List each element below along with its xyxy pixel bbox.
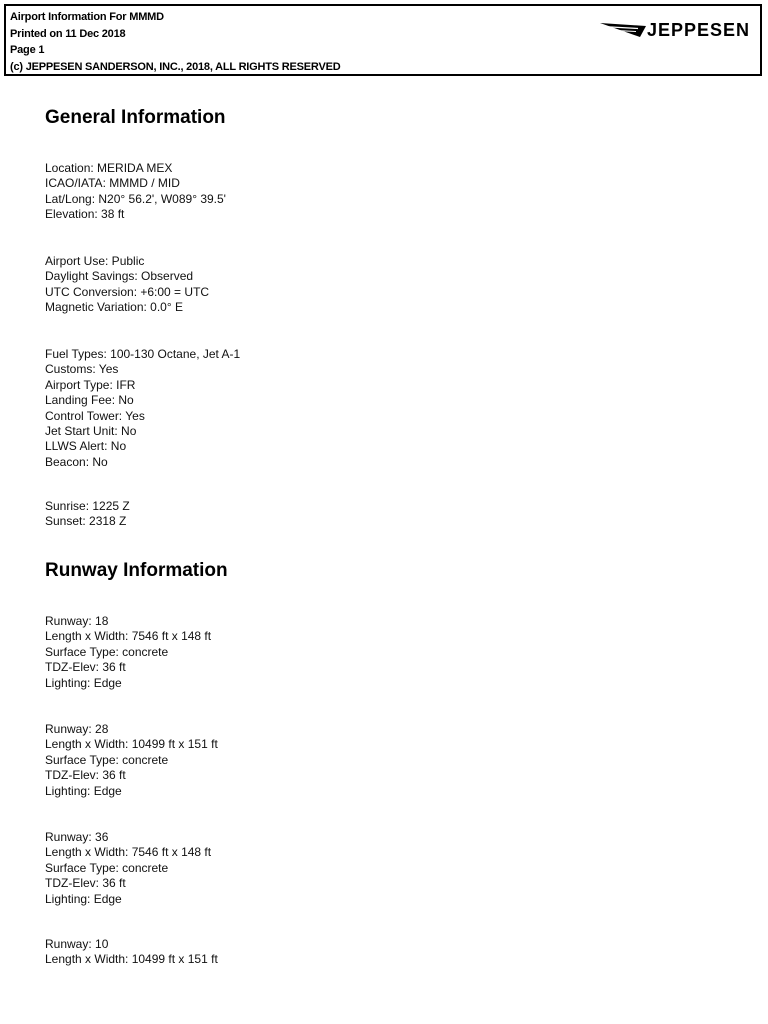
runway-tdz-elev-line: TDZ-Elev: 36 ft <box>45 768 126 783</box>
runway-number-line: Runway: 18 <box>45 614 109 628</box>
runway-dimensions-line: Length x Width: 7546 ft x 148 ft <box>45 845 212 860</box>
runway-36-block <box>45 830 211 907</box>
runway-18-block <box>45 614 211 691</box>
runway-surface-line: Surface Type: concrete <box>45 752 169 767</box>
elevation-line: Elevation: 38 ft <box>45 207 125 222</box>
jet-start-unit-line: Jet Start Unit: No <box>45 424 137 439</box>
runway-number-line: Runway: 10 <box>45 937 109 951</box>
header-text <box>10 9 341 75</box>
airport-type-line: Airport Type: IFR <box>45 377 136 392</box>
runway-lighting-line: Lighting: Edge <box>45 783 122 798</box>
location-line: Location: MERIDA MEX <box>45 161 173 175</box>
page-header <box>4 4 762 76</box>
general-information-heading: General Information <box>45 107 226 128</box>
fuel-types-line: Fuel Types: 100-130 Octane, Jet A-1 <box>45 347 241 361</box>
header-print-date: Printed on 11 Dec 2018 <box>10 27 126 40</box>
runway-dimensions-line: Length x Width: 7546 ft x 148 ft <box>45 629 212 644</box>
runway-surface-line: Surface Type: concrete <box>45 644 169 659</box>
control-tower-line: Control Tower: Yes <box>45 408 145 423</box>
runway-tdz-elev-line: TDZ-Elev: 36 ft <box>45 660 126 675</box>
icao-iata-line: ICAO/IATA: MMMD / MID <box>45 176 180 191</box>
customs-line: Customs: Yes <box>45 362 119 377</box>
runway-28-block <box>45 722 218 799</box>
general-location-block <box>45 161 226 223</box>
llws-alert-line: LLWS Alert: No <box>45 439 127 454</box>
runway-information-heading: Runway Information <box>45 560 228 581</box>
airport-use-line: Airport Use: Public <box>45 254 145 268</box>
general-use-block <box>45 254 209 316</box>
general-sun-block <box>45 499 130 530</box>
header-copyright: (c) JEPPESEN SANDERSON, INC., 2018, ALL RIGHTS RESERVED <box>10 60 341 73</box>
runway-dimensions-line: Length x Width: 10499 ft x 151 ft <box>45 952 218 967</box>
runway-number-line: Runway: 28 <box>45 722 109 736</box>
general-facilities-block <box>45 347 240 470</box>
header-page-number: Page 1 <box>10 44 45 56</box>
runway-lighting-line: Lighting: Edge <box>45 675 122 690</box>
runway-dimensions-line: Length x Width: 10499 ft x 151 ft <box>45 737 218 752</box>
landing-fee-line: Landing Fee: No <box>45 393 134 408</box>
header-title: Airport Information For MMMD <box>10 11 164 23</box>
runway-10-block <box>45 937 218 968</box>
runway-lighting-line: Lighting: Edge <box>45 891 122 906</box>
logo-text: JEPPESEN <box>646 19 750 40</box>
lat-long-line: Lat/Long: N20° 56.2', W089° 39.5' <box>45 191 226 206</box>
swoosh-icon <box>600 21 646 39</box>
runway-number-line: Runway: 36 <box>45 830 109 844</box>
beacon-line: Beacon: No <box>45 454 108 469</box>
magnetic-variation-line: Magnetic Variation: 0.0° E <box>45 300 183 315</box>
sunrise-line: Sunrise: 1225 Z <box>45 499 130 513</box>
jeppesen-logo <box>600 18 750 42</box>
runway-surface-line: Surface Type: concrete <box>45 860 169 875</box>
daylight-savings-line: Daylight Savings: Observed <box>45 269 194 284</box>
runway-tdz-elev-line: TDZ-Elev: 36 ft <box>45 876 126 891</box>
sunset-line: Sunset: 2318 Z <box>45 514 127 529</box>
utc-conversion-line: UTC Conversion: +6:00 = UTC <box>45 284 210 299</box>
